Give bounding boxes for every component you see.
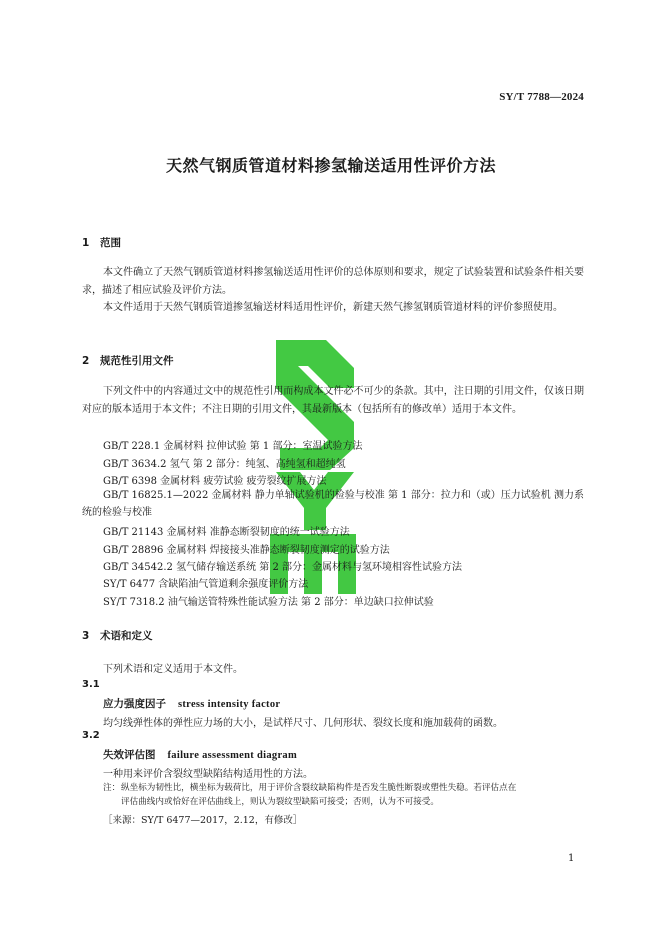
reference-item: SY/T 6477 含缺陷油气管道剩余强度评价方法 — [103, 579, 309, 590]
section-title: 规范性引用文件 — [100, 355, 174, 367]
section-number: 3 — [82, 630, 90, 642]
reference-item: GB/T 6398 金属材料 疲劳试验 疲劳裂纹扩展方法 — [103, 476, 327, 487]
term-number: 3.2 — [82, 730, 100, 741]
term-english: failure assessment diagram — [167, 750, 298, 761]
scope-paragraph-1: 本文件确立了天然气钢质管道材料掺氢输送适用性评价的总体原则和要求，规定了试验装置和试验条件相关要求，描述了相应试验及评价方法。 — [82, 267, 584, 296]
note-label: 注： — [103, 783, 121, 793]
section-heading-2 — [82, 353, 174, 368]
term-source: ［来源：SY/T 6477—2017，2.12，有修改］ — [103, 815, 303, 826]
reference-item: GB/T 16825.1—2022 金属材料 静力单轴试验机的检验与校准 第 1 部分：拉力和（或）压力试验机 测力系统的检验与校准 — [82, 490, 584, 518]
reference-item: GB/T 34542.2 氢气储存输送系统 第 2 部分：金属材料与氢环境相容性试验方法 — [103, 562, 462, 573]
reference-item: GB/T 21143 金属材料 准静态断裂韧度的统一试验方法 — [103, 527, 350, 538]
term-definition: 一种用来评价含裂纹型缺陷结构适用性的方法。 — [103, 769, 313, 780]
reference-item: GB/T 28896 金属材料 焊接接头准静态断裂韧度测定的试验方法 — [103, 545, 390, 556]
document-title: 天然气钢质管道材料掺氢输送适用性评价方法 — [165, 156, 496, 175]
term-chinese: 应力强度因子 — [103, 698, 166, 710]
term-chinese: 失效评估图 — [103, 749, 156, 761]
term-note — [103, 781, 589, 809]
section-heading-3 — [82, 628, 153, 643]
reference-item: GB/T 3634.2 氢气 第 2 部分：纯氢、高纯氢和超纯氢 — [103, 459, 346, 470]
note-text-line-1: 纵坐标为韧性比，横坐标为载荷比，用于评价含裂纹缺陷构件是否发生脆性断裂或塑性失稳。若评估点在 — [121, 783, 517, 793]
section-title: 范围 — [100, 237, 121, 249]
scope-paragraph-2: 本文件适用于天然气钢质管道掺氢输送材料适用性评价，新建天然气掺氢钢质管道材料的评价参照使用。 — [103, 302, 563, 313]
term-heading — [103, 696, 280, 711]
section-title: 术语和定义 — [100, 630, 153, 642]
normative-intro-paragraph: 下列文件中的内容通过文中的规范性引用而构成本文件必不可少的条款。其中，注日期的引用文件，仅该日期对应的版本适用于本文件；不注日期的引用文件，其最新版本（包括所有的修改单）适用于本文件。 — [82, 386, 584, 415]
term-heading — [103, 747, 297, 762]
terms-intro-text: 下列术语和定义适用于本文件。 — [103, 664, 243, 675]
term-english: stress intensity factor — [178, 699, 281, 710]
page-number: 1 — [568, 853, 575, 864]
term-definition: 均匀线弹性体的弹性应力场的大小，是试样尺寸、几何形状、裂纹长度和施加载荷的函数。 — [103, 718, 503, 729]
section-heading-1 — [82, 235, 121, 250]
standard-number: SY/T 7788—2024 — [499, 91, 584, 103]
reference-item: SY/T 7318.2 油气输送管特殊性能试验方法 第 2 部分：单边缺口拉伸试验 — [103, 597, 434, 608]
reference-item: GB/T 228.1 金属材料 拉伸试验 第 1 部分：室温试验方法 — [103, 441, 363, 452]
term-number: 3.1 — [82, 679, 100, 690]
section-number: 2 — [82, 355, 90, 367]
note-text-line-2: 评估曲线内或恰好在评估曲线上，则认为裂纹型缺陷可接受；否则，认为不可接受。 — [121, 797, 439, 807]
section-number: 1 — [82, 237, 90, 249]
